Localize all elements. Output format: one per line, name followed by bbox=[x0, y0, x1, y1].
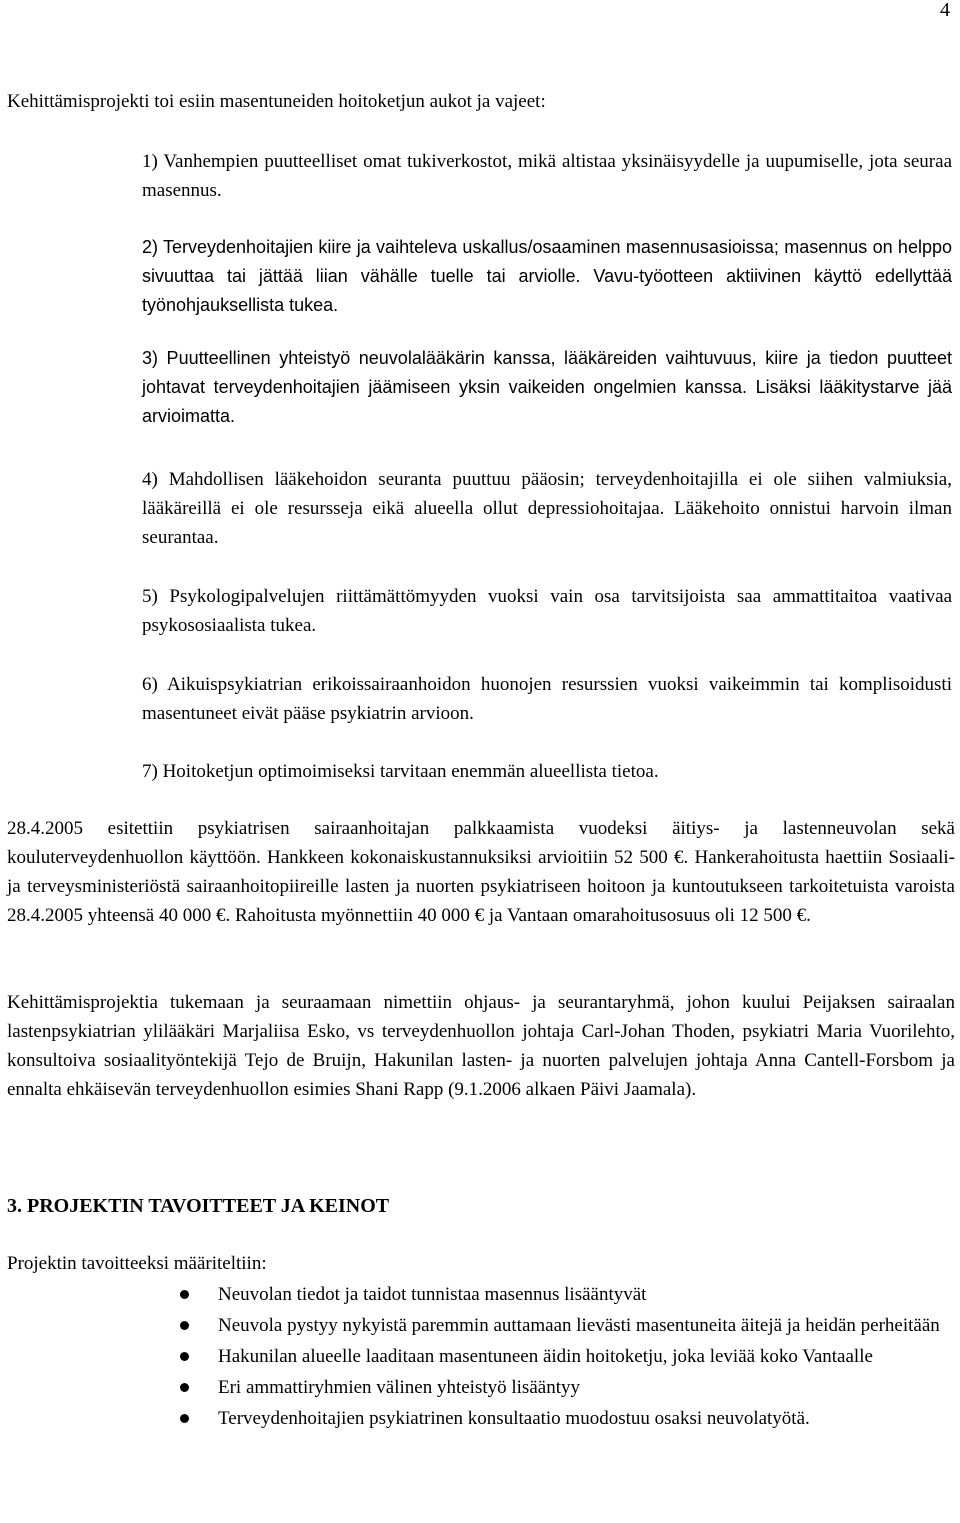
steering-group-paragraph: Kehittämisprojektia tukemaan ja seuraamaan nimettiin ohjaus- ja seurantaryhmä, johon kuului Peijaksen sairaalan lastenpsykiatrian ylilääkäri Marjaliisa Esko, vs terveydenhuollon johtaja Carl-Johan Thoden, psykiatri Maria Vuorilehto, konsultoiva sosiaalityöntekijä Tejo de Bruijn, Hakunilan lasten- ja nuorten palvelujen johtaja Anna Cantell-Forsbom ja ennalta ehkäisevän terveydenhuollon esimies Shani Rapp (9.1.2006 alkaen Päivi Jaamala). bbox=[7, 992, 955, 1100]
page-number: 4 bbox=[940, 0, 950, 21]
funding-paragraph: 28.4.2005 esitettiin psykiatrisen sairaanhoitajan palkkaamista vuodeksi äitiys- ja lastenneuvolan sekä kouluterveydenhuollon käyttöön. Hankkeen kokonaiskustannuksiksi arvioitiin 52 500 €. Hankerahoitusta haettiin Sosiaali- ja terveysministeriöstä sairaanhoitopiireille lasten ja nuorten psykiatriseen hoitoon ja kuntoutukseen tarkoitetuista varoista 28.4.2005 yhteensä 40 000 €. Rahoitusta myönnettiin 40 000 € ja Vantaan omarahoitusosuus oli 12 500 €. bbox=[7, 818, 955, 926]
gap-item-4: 4) Mahdollisen lääkehoidon seuranta puuttuu pääosin; terveydenhoitajilla ei ole siihen valmiuksia, lääkäreillä ei ole resursseja eikä alueella ollut depressiohoitajaa. Lääkehoito onnistui harvoin ilman seurantaa. bbox=[142, 469, 952, 548]
goal-text: Hakunilan alueelle laaditaan masentuneen äidin hoitoketju, joka leviää koko Vantaalle bbox=[218, 1346, 873, 1367]
goal-text: Eri ammattiryhmien välinen yhteistyö lisääntyy bbox=[218, 1377, 580, 1398]
list-item bbox=[180, 1404, 955, 1433]
gap-item-7: 7) Hoitoketjun optimoimiseksi tarvitaan enemmän alueellista tietoa. bbox=[142, 761, 659, 782]
gap-item-6: 6) Aikuispsykiatrian erikoissairaanhoidon huonojen resurssien vuoksi vaikeimmin tai komplisoidusti masentuneet eivät pääse psykiatrin arvioon. bbox=[142, 674, 952, 724]
intro-text: Kehittämisprojekti toi esiin masentuneiden hoitoketjun aukot ja vajeet: bbox=[7, 91, 546, 112]
list-item bbox=[180, 1280, 955, 1309]
goal-text: Terveydenhoitajien psykiatrinen konsultaatio muodostuu osaksi neuvolatyötä. bbox=[218, 1408, 810, 1429]
bullet-icon bbox=[180, 1414, 189, 1423]
section-heading: 3. PROJEKTIN TAVOITTEET JA KEINOT bbox=[7, 1195, 390, 1217]
list-item bbox=[180, 1311, 955, 1340]
gap-item-3: 3) Puutteellinen yhteistyö neuvolalääkärin kanssa, lääkäreiden vaihtuvuus, kiire ja tiedon puutteet johtavat terveydenhoitajien jäämiseen yksin vaikeiden ongelmien kanssa. Lisäksi lääkitystarve jää arvioimatta. bbox=[142, 348, 952, 426]
list-item bbox=[180, 1342, 955, 1371]
bullet-icon bbox=[180, 1352, 189, 1361]
goal-text: Neuvolan tiedot ja taidot tunnistaa masennus lisääntyvät bbox=[218, 1284, 647, 1305]
goal-text: Neuvola pystyy nykyistä paremmin auttamaan lievästi masentuneita äitejä ja heidän perheitään bbox=[218, 1315, 940, 1336]
gap-item-5: 5) Psykologipalvelujen riittämättömyyden vuoksi vain osa tarvitsijoista saa ammattitaitoa vaativaa psykososiaalista tukea. bbox=[142, 586, 952, 636]
goals-intro: Projektin tavoitteeksi määriteltiin: bbox=[7, 1253, 267, 1274]
list-item bbox=[180, 1373, 955, 1402]
goals-list bbox=[180, 1280, 955, 1435]
bullet-icon bbox=[180, 1290, 189, 1299]
bullet-icon bbox=[180, 1383, 189, 1392]
gap-item-1: 1) Vanhempien puutteelliset omat tukiverkostot, mikä altistaa yksinäisyydelle ja uupumiselle, jota seuraa masennus. bbox=[142, 151, 952, 201]
gap-item-2: 2) Terveydenhoitajien kiire ja vaihteleva uskallus/osaaminen masennusasioissa; masennus on helppo sivuuttaa tai jättää liian vähälle tuelle tai arviolle. Vavu-työotteen aktiivinen käyttö edellyttää työnohjauksellista tukea. bbox=[142, 237, 952, 315]
bullet-icon bbox=[180, 1321, 189, 1330]
